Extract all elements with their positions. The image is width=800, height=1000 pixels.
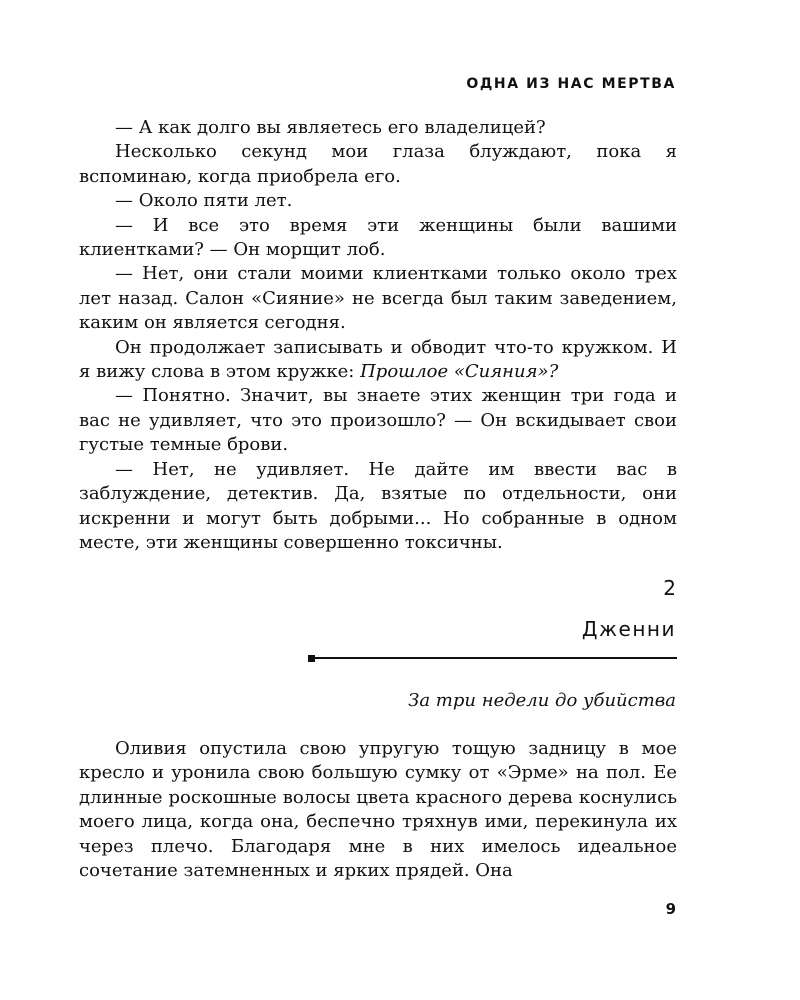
- chapter-number: 2: [663, 576, 676, 600]
- chapter-rule: [310, 657, 677, 659]
- running-header: ОДНА ИЗ НАС МЕРТВА: [466, 76, 676, 92]
- paragraph-text: Он продолжает записывать и обводит что-то кружком. И я вижу слова в этом кружке:: [79, 336, 677, 383]
- paragraph: — И все это время эти женщины были вашими клиентками? — Он морщит лоб.: [79, 214, 677, 261]
- paragraph: — Понятно. Значит, вы знаете этих женщин три года и вас не удивляет, что это произошло? — Он вскидывает свои густые темные брови.: [79, 385, 677, 456]
- paragraph: — Нет, они стали моими клиентками только около трех лет назад. Салон «Сияние» не всегда был таким заведением, каким он является сегодня.: [79, 263, 677, 334]
- paragraph: Оливия опустила свою упругую тощую задницу в мое кресло и уронила свою большую сумку от «Эрме» на пол. Ее длинные роскошные волосы цвета красного дерева коснулись моего лица, когда она, беспечно тряхнув ими, перекинула их через плечо. Благодаря мне в них имелось идеальное сочетание затемненных и ярких прядей. Она: [79, 738, 677, 882]
- paragraph: — А как долго вы являетесь его владелицей?: [115, 117, 546, 138]
- chapter-body: [79, 737, 677, 883]
- paragraph: — Около пяти лет.: [115, 190, 293, 212]
- epigraph: За три недели до убийства: [408, 690, 676, 711]
- italic-phrase: Прошлое «Сияния»?: [360, 361, 559, 383]
- paragraph: [79, 336, 677, 385]
- page-number: 9: [665, 900, 676, 918]
- paragraph: Несколько секунд мои глаза блуждают, пока я вспоминаю, когда приобрела его.: [79, 141, 677, 187]
- paragraph: — Нет, не удивляет. Не дайте им ввести вас в заблуждение, детектив. Да, взятые по отдельности, они искренни и могут быть добрыми... Но собранные в одном месте, эти женщины совершенно токсичны.: [79, 458, 677, 553]
- dialogue-section: [79, 116, 677, 555]
- chapter-title: Дженни: [581, 617, 676, 641]
